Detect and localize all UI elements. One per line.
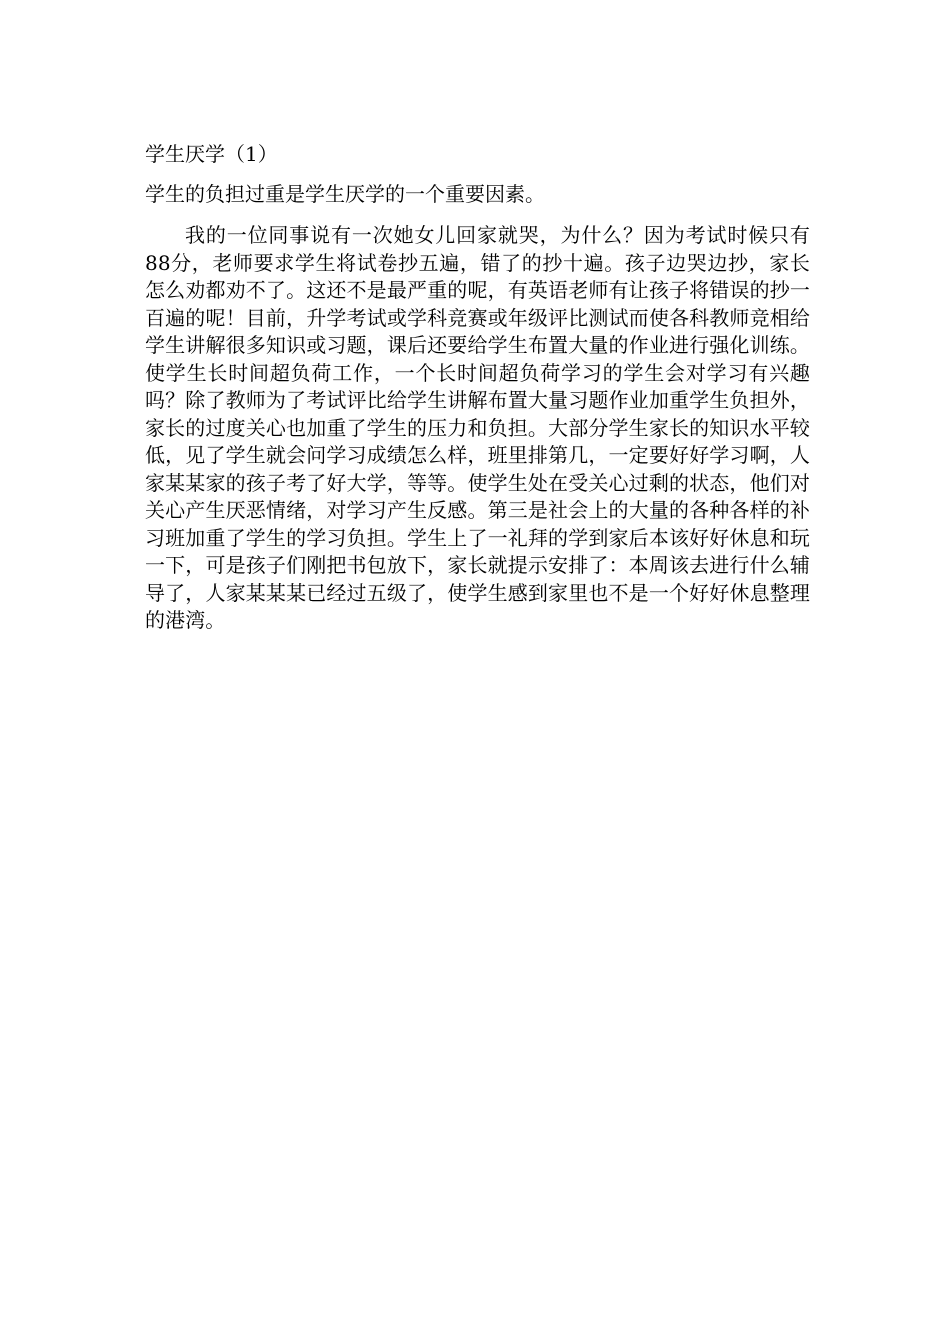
document-title: 学生厌学（1）: [145, 142, 278, 166]
document-content: [145, 140, 810, 635]
lead-sentence: 学生的负担过重是学生厌学的一个重要因素。: [145, 182, 545, 206]
body-paragraph: 我的一位同事说有一次她女儿回家就哭，为什么？因为考试时候只有88分，老师要求学生将试卷抄五遍，错了的抄十遍。孩子边哭边抄，家长怎么劝都劝不了。这还不是最严重的呢，有英语老师有让孩子将错误的抄一百遍的呢！目前，升学考试或学科竞赛或年级评比测试而使各科教师竞相给学生讲解很多知识或习题，课后还要给学生布置大量的作业进行强化训练。使学生长时间超负荷工作，一个长时间超负荷学习的学生会对学习有兴趣吗？除了教师为了考试评比给学生讲解布置大量习题作业加重学生负担外，家长的过度关心也加重了学生的压力和负担。大部分学生家长的知识水平较低，见了学生就会问学习成绩怎么样，班里排第几，一定要好好学习啊，人家某某家的孩子考了好大学，等等。使学生处在受关心过剩的状态，他们对关心产生厌恶情绪，对学习产生反感。第三是社会上的大量的各种各样的补习班加重了学生的学习负担。学生上了一礼拜的学到家后本该好好休息和玩一下，可是孩子们刚把书包放下，家长就提示安排了：本周该去进行什么辅导了，人家某某某已经过五级了，使学生感到家里也不是一个好好休息整理的港湾。: [145, 223, 810, 632]
